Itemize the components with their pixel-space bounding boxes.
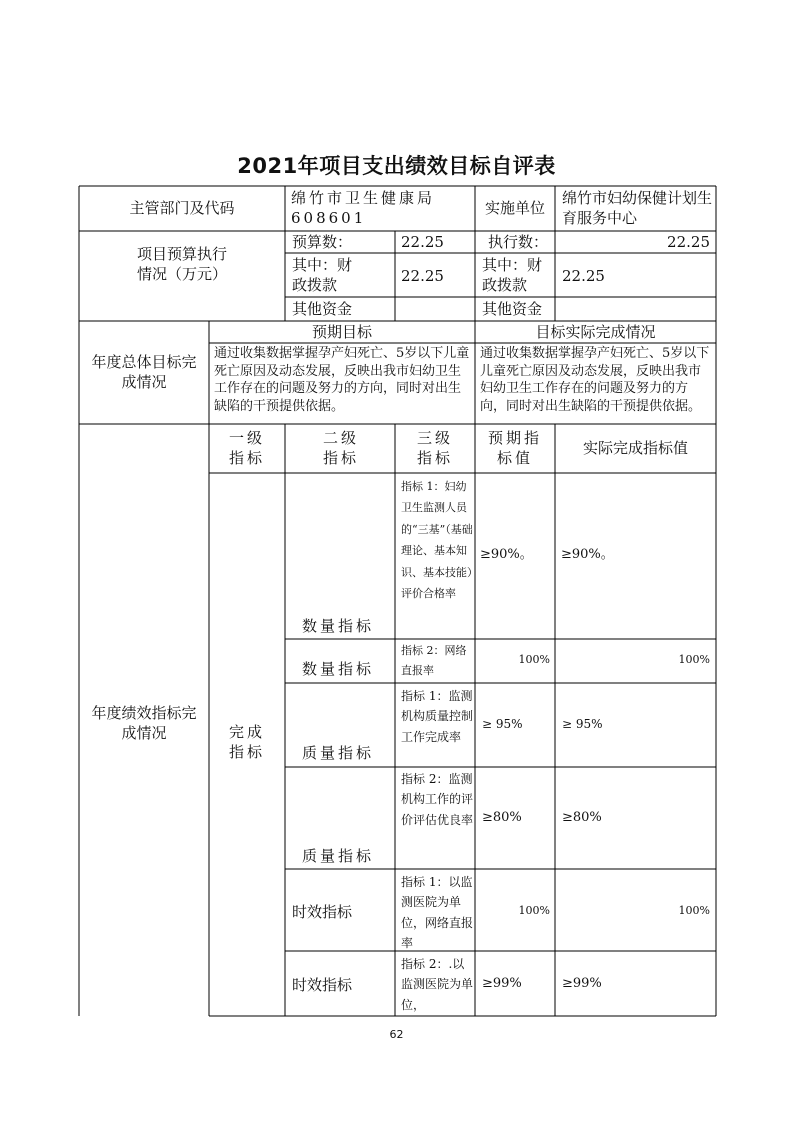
budget-label: 项目预算执行情况（万元）	[136, 245, 227, 284]
annual-goal-label: 年度总体目标完成情况	[91, 353, 197, 392]
col-level3-header: 三级指标	[416, 429, 453, 468]
row4-actual: ≥80%	[562, 810, 602, 825]
indicators-section-label: 年度绩效指标完成情况	[91, 704, 197, 743]
dept-label: 主管部门及代码	[129, 199, 235, 217]
expected-goal-text: 通过收集数据掌握孕产妇死亡、5岁以下儿童死亡原因及动态发展，反映出我市妇幼卫生工作存在的问题及努力的方向，同时对出生缺陷的干预提供依据。	[214, 346, 470, 414]
row5-expected: 100%	[518, 904, 550, 917]
row2-level2: 数量指标	[302, 660, 375, 678]
row3-level3: 指标 1：监测机构质量控制工作完成率	[401, 689, 474, 744]
expected-goal-header: 预期目标	[311, 323, 372, 341]
page-title: 2021年项目支出绩效目标自评表	[237, 154, 556, 178]
row4-level2: 质量指标	[302, 847, 375, 865]
row5-level3: 指标 1：以监测医院为单位，网络直报率	[401, 875, 474, 951]
row3-expected: ≥ 95%	[482, 717, 523, 731]
row2-actual: 100%	[678, 653, 710, 666]
row3-level2: 质量指标	[302, 744, 375, 762]
level1-value: 完成指标	[228, 723, 265, 762]
row3-actual: ≥ 95%	[562, 717, 603, 731]
budget-amount-value: 22.25	[401, 233, 444, 251]
row4-level3: 指标 2：监测机构工作的评价评估优良率	[401, 772, 474, 827]
col-level2-header: 二级指标	[322, 429, 359, 468]
col-expected-header: 预期指标值	[487, 429, 542, 468]
row4-expected: ≥80%	[482, 810, 522, 825]
exec-amount-value: 22.25	[667, 233, 710, 251]
fiscal-label: 其中：财政拨款	[292, 256, 353, 295]
row6-actual: ≥99%	[562, 976, 602, 991]
impl-label: 实施单位	[484, 199, 545, 217]
row1-expected: ≥90%。	[480, 547, 533, 562]
row6-level3: 指标 2：.以监测医院为单位，	[401, 957, 474, 1012]
actual-goal-text: 通过收集数据掌握孕产妇死亡、5岁以下儿童死亡原因及动态发展，反映出我市妇幼卫生工作存在的问题及努力的方向，同时对出生缺陷的干预提供依据。	[480, 346, 710, 414]
row2-expected: 100%	[518, 653, 550, 666]
col-actual-header: 实际完成指标值	[582, 439, 688, 457]
row5-actual: 100%	[678, 904, 710, 917]
fiscal-value: 22.25	[401, 267, 444, 285]
row1-level2: 数量指标	[302, 617, 375, 635]
fiscal-label-2: 其中：财政拨款	[482, 256, 543, 295]
page-number: 62	[389, 1028, 404, 1041]
row6-level2: 时效指标	[292, 976, 353, 994]
budget-amount-label: 预算数：	[292, 233, 353, 251]
row5-level2: 时效指标	[292, 903, 353, 921]
dept-value: 绵竹市卫生健康局608601	[291, 189, 436, 228]
row1-actual: ≥90%。	[561, 547, 614, 562]
impl-value: 绵竹市妇幼保健计划生育服务中心	[562, 189, 713, 228]
row1-level3: 指标 1：妇幼卫生监测人员的“三基”（基础理论、基本知识、基本技能）评价合格率	[401, 480, 473, 601]
row6-expected: ≥99%	[482, 976, 522, 991]
other-funds-label: 其他资金	[292, 300, 353, 318]
col-level1-header: 一级指标	[228, 429, 265, 468]
other-funds-label-2: 其他资金	[482, 300, 543, 318]
fiscal-value-2: 22.25	[562, 267, 605, 285]
row2-level3: 指标 2：网络直报率	[401, 644, 467, 677]
exec-amount-label: 执行数：	[488, 233, 549, 251]
actual-goal-header: 目标实际完成情况	[535, 323, 656, 341]
